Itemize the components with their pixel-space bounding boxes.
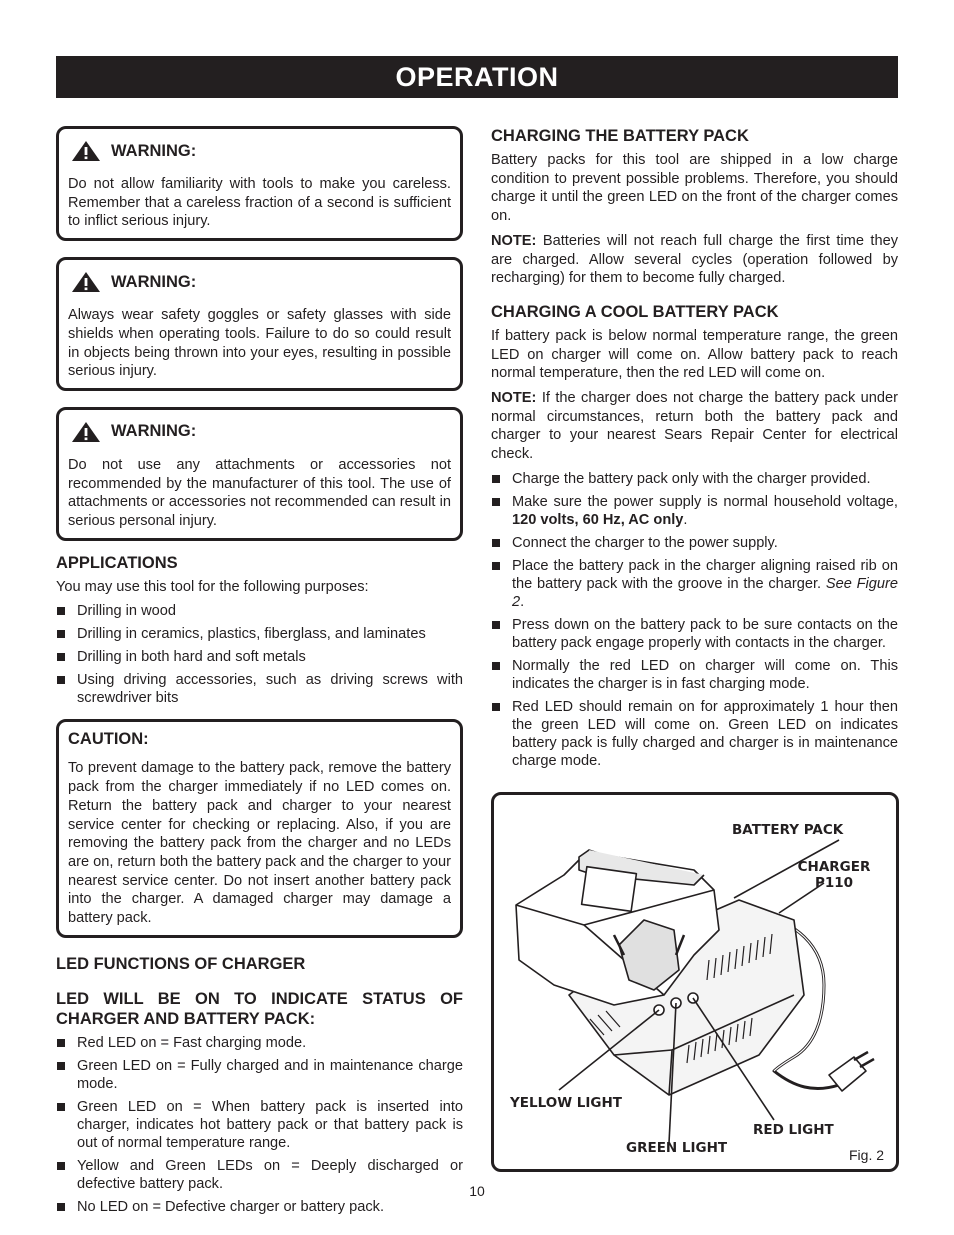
warning-text: Always wear safety goggles or safety glasses with side shields when operating tools. Failure to do so could result in objects being thrown into your eyes, resulting in possible serious injury.: [68, 307, 451, 380]
led-heading: LED FUNCTIONS OF CHARGER: [56, 954, 306, 973]
figure-caption: Fig. 2: [849, 1147, 885, 1163]
list-item: Green LED on = Fully charged and in maintenance charge mode.: [56, 1057, 463, 1093]
applications-list: [56, 602, 463, 707]
applications-heading: APPLICATIONS: [56, 553, 178, 572]
label-yellow-light: YELLOW LIGHT: [510, 1095, 623, 1111]
warning-title: WARNING:: [111, 422, 197, 441]
warning-box-1: [56, 126, 463, 241]
cool-list: [491, 470, 898, 770]
list-item: Red LED on = Fast charging mode.: [56, 1034, 463, 1052]
list-item: Yellow and Green LEDs on = Deeply discharged or defective battery pack.: [56, 1157, 463, 1193]
warning-title: WARNING:: [111, 141, 197, 160]
cool-note: NOTE: If the charger does not charge the battery pack under normal circumstances, return both the battery pack and charger to your nearest Sears Repair Center for electrical check.: [491, 390, 898, 463]
charging-note: NOTE: Batteries will not reach full charge the first time they are charged. Allow several cycles (operation followed by recharging) for them to become fully charged.: [491, 232, 898, 287]
label-battery-pack: BATTERY PACK: [732, 822, 844, 838]
page-number: 10: [469, 1183, 485, 1199]
caution-title: CAUTION:: [68, 730, 149, 749]
label-red-light: RED LIGHT: [753, 1122, 834, 1138]
warning-box-3: [56, 407, 463, 541]
cool-heading: CHARGING A COOL BATTERY PACK: [491, 302, 779, 321]
applications-intro: You may use this tool for the following purposes:: [56, 578, 369, 595]
warning-text: Do not use any attachments or accessories not recommended by the manufacturer of this tool. The use of attachments or accessories not recommended can result in serious personal injury.: [68, 456, 451, 530]
charging-text: Battery packs for this tool are shipped in a low charge condition to prevent possible problems. Therefore, you should charge it until the green LED on the front of the charger comes on.: [491, 152, 898, 225]
list-item: Press down on the battery pack to be sure contacts on the battery pack engage properly with contacts in the charger.: [491, 616, 898, 652]
list-item: Using driving accessories, such as driving screws with screwdriver bits: [56, 671, 463, 707]
list-item: Make sure the power supply is normal household voltage, 120 volts, 60 Hz, AC only.: [491, 493, 898, 529]
list-item: Charge the battery pack only with the charger provided.: [491, 470, 898, 488]
warning-title: WARNING:: [111, 272, 197, 291]
charging-heading: CHARGING THE BATTERY PACK: [491, 127, 749, 145]
figure-2: [491, 792, 899, 1172]
list-item: Connect the charger to the power supply.: [491, 534, 898, 552]
led-subheading: LED WILL BE ON TO INDICATE STATUS OF CHARGER AND BATTERY PACK:: [56, 989, 463, 1028]
list-item: Drilling in ceramics, plastics, fiberglass, and laminates: [56, 625, 463, 643]
caution-text: To prevent damage to the battery pack, remove the battery pack from the charger immediately if no LED comes on. Return the battery pack and charger to your nearest service center for checking or replacing. Also, if you are removing the battery pack from the charger and no LEDs are on, return both the battery pack and the charger to your nearest service center. Do not insert another battery pack into the charger. A damaged charger may damage a battery pack.: [68, 760, 451, 927]
cool-text: If battery pack is below normal temperature range, the green LED on charger will come on. Allow battery pack to reach normal temperature, then the red LED will come on.: [491, 327, 898, 382]
label-green-light: GREEN LIGHT: [626, 1140, 728, 1156]
warning-triangle-icon: [71, 421, 101, 443]
list-item: No LED on = Defective charger or battery pack.: [56, 1198, 463, 1216]
caution-box: [56, 719, 463, 937]
list-item: Drilling in both hard and soft metals: [56, 648, 463, 666]
warning-triangle-icon: [71, 271, 101, 293]
left-column: [56, 126, 463, 1221]
warning-triangle-icon: [71, 140, 101, 162]
list-item: Green LED on = When battery pack is inserted into charger, indicates hot battery pack or that battery pack is out of normal temperature range.: [56, 1098, 463, 1152]
warning-box-2: [56, 257, 463, 391]
list-item: Red LED should remain on for approximately 1 hour then the green LED will come on. Green LED on indicates battery pack is fully charged and charger is in maintenance charge mode.: [491, 698, 898, 770]
list-item: Place the battery pack in the charger aligning raised rib on the battery pack with the groove in the charger. See Figure 2.: [491, 557, 898, 611]
list-item: Normally the red LED on charger will come on. This indicates the charger is in fast charging mode.: [491, 657, 898, 693]
list-item: Drilling in wood: [56, 602, 463, 620]
label-charger: CHARGER P110: [797, 859, 871, 891]
warning-text: Do not allow familiarity with tools to make you careless. Remember that a careless fraction of a second is sufficient to inflict serious injury.: [68, 176, 451, 230]
right-column: [491, 126, 898, 775]
section-banner: OPERATION: [56, 56, 898, 98]
charger-illustration: [494, 795, 896, 1169]
